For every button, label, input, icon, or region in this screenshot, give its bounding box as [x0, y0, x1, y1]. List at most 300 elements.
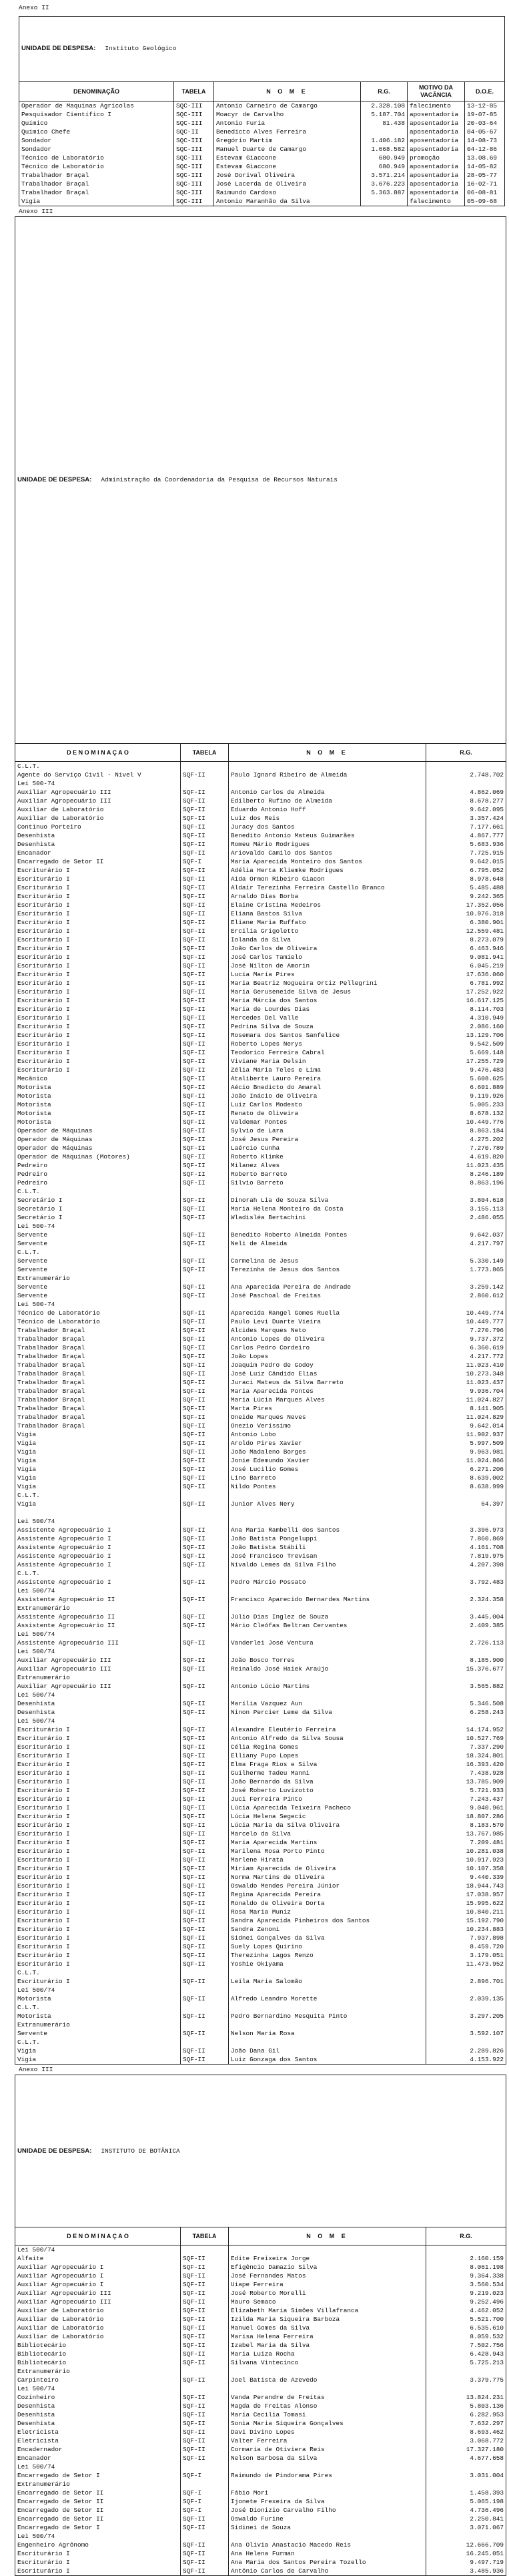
- table-row: [15, 875, 506, 883]
- table-row: [15, 1135, 506, 1144]
- nome-cell: Mário Cleófas Beltran Cervantes: [229, 1621, 426, 1630]
- denominacao-cell: Vigia: [15, 1474, 181, 1482]
- table-row: [15, 935, 506, 944]
- tabela-cell: SQC-III: [174, 101, 214, 110]
- tabela-cell: SQF-II: [181, 2445, 229, 2454]
- denominacao-cell: Escriturário I: [15, 1908, 181, 1916]
- table-section-row: [15, 1248, 506, 1257]
- table-section-row: [15, 2038, 506, 2047]
- nome-cell: Leila Maria Salomão: [229, 1977, 426, 1986]
- nome-cell: Norma Martins de Oliveira: [229, 1873, 426, 1882]
- nome-cell: Oswaldo Furine: [229, 2515, 426, 2523]
- tabela-cell: SQF-II: [181, 1074, 229, 1083]
- table-row: [15, 883, 506, 892]
- table-row: [15, 1083, 506, 1092]
- nome-cell: José Roberto Morelli: [229, 2289, 426, 2298]
- table-row: [15, 2280, 506, 2289]
- tabela-cell: SQF-II: [181, 1135, 229, 1144]
- doe-cell: 20-03-64: [465, 119, 505, 128]
- unit-label: UNIDADE DE DESPESA:: [21, 45, 96, 52]
- tabela-cell: SQF-II: [181, 1725, 229, 1734]
- rg-cell: 4.677.658: [426, 2454, 506, 2462]
- table-row: [19, 162, 505, 171]
- tabela-cell: SQF-II: [181, 1847, 229, 1856]
- tabela-cell: SQF-II: [181, 1595, 229, 1604]
- col-header-nome: N O M E: [214, 81, 361, 101]
- nome-cell: Suely Lopes Quirino: [229, 1942, 426, 1951]
- rg-cell: 3.071.067: [426, 2523, 506, 2532]
- table-row: [15, 1725, 506, 1734]
- denominacao-cell: Servente: [15, 1265, 181, 1274]
- tabela-cell: [181, 1717, 229, 1725]
- denominacao-cell: Trabalhador Braçal: [15, 1361, 181, 1369]
- rg-cell: 7.937.898: [426, 1934, 506, 1942]
- table-row: [19, 119, 505, 128]
- rg-cell: 9.040.961: [426, 1803, 506, 1812]
- tabela-cell: SQF-II: [181, 2541, 229, 2549]
- denominacao-cell: Trabalhador Braçal: [15, 1352, 181, 1361]
- tabela-cell: SQF-II: [181, 1352, 229, 1361]
- tabela-cell: SQF-II: [181, 1343, 229, 1352]
- denominacao-cell: C.L.T.: [15, 2003, 181, 2012]
- rg-cell: 17.352.056: [426, 901, 506, 909]
- rg-cell: 13.767.985: [426, 1830, 506, 1838]
- table-row: [15, 1803, 506, 1812]
- tabela-cell: SQF-II: [181, 1890, 229, 1899]
- denominacao-cell: Escriturário I: [15, 996, 181, 1005]
- tabela-cell: SQF-II: [181, 1422, 229, 1430]
- nome-cell: José Fernandes Matos: [229, 2272, 426, 2280]
- nome-cell: Júlio Dias Inglez de Souza: [229, 1613, 426, 1621]
- tabela-cell: [181, 2003, 229, 2012]
- denominacao-cell: Engenheiro Agrônomo: [15, 2541, 181, 2549]
- table-row: [15, 1239, 506, 1248]
- denominacao-cell: Técnico de Laboratório: [19, 162, 174, 171]
- motivo-cell: aposentadoria: [408, 145, 465, 154]
- denominacao-cell: Pedreiro: [15, 1178, 181, 1187]
- nome-cell: Sandra Aparecida Pinheiros dos Santos: [229, 1916, 426, 1925]
- nome-cell: Magda de Freitas Alonso: [229, 2402, 426, 2410]
- table-section-row: [15, 2532, 506, 2541]
- nome-cell: João Madaleno Borges: [229, 1448, 426, 1456]
- tabela-cell: SQF-II: [181, 2272, 229, 2280]
- tabela-cell: SQF-II: [181, 1100, 229, 1109]
- denominacao-cell: Carpinteiro: [15, 2376, 181, 2384]
- nome-cell: João Lopes: [229, 1352, 426, 1361]
- nome-cell: Antonio Maranhão da Silva: [214, 197, 361, 206]
- tabela-cell: SQF-II: [181, 2549, 229, 2558]
- tabela-cell: SQF-II: [181, 1552, 229, 1560]
- rg-cell: 2.250.841: [426, 2515, 506, 2523]
- table-row: [15, 927, 506, 935]
- tabela-cell: [181, 761, 229, 771]
- table-row: [15, 1404, 506, 1413]
- table-row: [15, 1213, 506, 1222]
- doe-cell: 14-08-73: [465, 136, 505, 145]
- unit-name: Administração da Coordenadoria da Pesquisa de Recursos Naturais: [101, 475, 338, 483]
- table-row: [15, 1847, 506, 1856]
- rg-cell: 6.282.953: [426, 2410, 506, 2419]
- table-row: [15, 1118, 506, 1126]
- table-row: [15, 805, 506, 814]
- table-row: [15, 2298, 506, 2306]
- rg-cell: 5.363.887: [361, 188, 408, 197]
- table-row: [15, 1977, 506, 1986]
- nome-cell: Vanda Perandre de Freitas: [229, 2393, 426, 2402]
- denominacao-cell: Lei 500/74: [15, 1986, 181, 1994]
- nome-cell: [229, 1986, 426, 1994]
- denominacao-cell: Escriturário I: [15, 970, 181, 979]
- rg-cell: 11.024.827: [426, 1396, 506, 1404]
- tabela-cell: SQF-II: [181, 1873, 229, 1882]
- table-row: [15, 1760, 506, 1769]
- denominacao-cell: Auxiliar de Laboratório: [15, 814, 181, 823]
- denominacao-cell: Escriturário I: [15, 1066, 181, 1074]
- table-section-row: [15, 1717, 506, 1725]
- tabela-cell: SQF-II: [181, 2332, 229, 2341]
- rg-cell: 7.725.915: [426, 849, 506, 857]
- motivo-cell: aposentadoria: [408, 180, 465, 188]
- tabela-cell: [181, 1491, 229, 1500]
- table-row: [15, 2263, 506, 2272]
- rg-cell: 12.559.481: [426, 927, 506, 935]
- nome-cell: Antonio Lobo: [229, 1430, 426, 1439]
- nome-cell: Mercedes Del Valle: [229, 1014, 426, 1022]
- motivo-cell: aposentadoria: [408, 171, 465, 180]
- rg-cell: 7.337.290: [426, 1743, 506, 1751]
- nome-cell: Therezinha Lagos Renzo: [229, 1951, 426, 1960]
- denominacao-cell: Desenhista: [15, 1699, 181, 1708]
- rg-cell: 8.061.198: [426, 2263, 506, 2272]
- denominacao-cell: Trabalhador Braçal: [19, 171, 174, 180]
- tabela-cell: SQF-II: [181, 1500, 229, 1508]
- table-section-row: [15, 1647, 506, 1656]
- rg-cell: 8.185.900: [426, 1656, 506, 1665]
- tabela-cell: SQF-II: [181, 1387, 229, 1396]
- nome-cell: José Nilton de Amorin: [229, 961, 426, 970]
- col-header-denominacao: D E N O M I N A Ç A O: [15, 2227, 181, 2245]
- tabela-cell: SQF-II: [181, 1803, 229, 1812]
- rg-cell: 10.234.883: [426, 1925, 506, 1934]
- tabela-cell: SQF-II: [181, 1022, 229, 1031]
- table-row: [15, 1543, 506, 1552]
- tabela-cell: [181, 1586, 229, 1595]
- table-row: [15, 1413, 506, 1422]
- denominacao-cell: Escriturário I: [15, 1760, 181, 1769]
- denominacao-cell: Lei 500-74: [15, 1300, 181, 1309]
- denominacao-cell: Auxiliar de Laboratório: [15, 2324, 181, 2332]
- rg-cell: 11.023.437: [426, 1378, 506, 1387]
- table-section-row: [15, 1673, 506, 1682]
- nome-cell: [229, 1673, 426, 1682]
- rg-cell: 5.725.213: [426, 2358, 506, 2367]
- rg-cell: 4.217.772: [426, 1352, 506, 1361]
- table-row: [15, 1335, 506, 1343]
- denominacao-cell: Escriturário I: [15, 875, 181, 883]
- tabela-cell: SQF-II: [181, 1526, 229, 1534]
- denominacao-cell: Lei 500-74: [15, 779, 181, 788]
- nome-cell: Aécio Bnedicto do Amaral: [229, 1083, 426, 1092]
- table-row: [19, 110, 505, 119]
- tabela-cell: SQF-II: [181, 771, 229, 779]
- nome-cell: Iolanda da Silva: [229, 935, 426, 944]
- nome-cell: Ana Olivia Anastacio Macedo Reis: [229, 2541, 426, 2549]
- nome-cell: Mauro Semaco: [229, 2298, 426, 2306]
- col-header-tabela: TABELA: [181, 743, 229, 761]
- tabela-cell: SQF-II: [181, 1925, 229, 1934]
- denominacao-cell: Extranumerário: [15, 1274, 181, 1283]
- nome-cell: Pedrina Silva de Souza: [229, 1022, 426, 1031]
- tabela-cell: SQF-II: [181, 2376, 229, 2384]
- rg-cell: 8.863.196: [426, 1178, 506, 1187]
- rg-cell: 3.792.483: [426, 1578, 506, 1586]
- nome-cell: Lúcia Maria da Silva Oliveira: [229, 1821, 426, 1830]
- denominacao-cell: Escriturário I: [15, 892, 181, 901]
- doe-cell: 05-09-68: [465, 197, 505, 206]
- table-row: [15, 1482, 506, 1491]
- nome-cell: Joel Batista de Azevedo: [229, 2376, 426, 2384]
- tabela-cell: SQF-II: [181, 2558, 229, 2567]
- table-row: [15, 2445, 506, 2454]
- nome-cell: [229, 1630, 426, 1639]
- tabela-cell: [181, 1691, 229, 1699]
- rg-cell: 9.440.339: [426, 1873, 506, 1882]
- tabela-cell: SQF-II: [181, 1916, 229, 1925]
- denominacao-cell: Desenhista: [15, 1708, 181, 1717]
- rg-cell: [426, 1569, 506, 1578]
- tabela-cell: SQF-II: [181, 1708, 229, 1717]
- tabela-cell: SQF-II: [181, 1396, 229, 1404]
- rg-cell: 9.364.338: [426, 2272, 506, 2280]
- tabela-cell: SQF-II: [181, 2358, 229, 2367]
- denominacao-cell: Secretário I: [15, 1196, 181, 1205]
- table-row: [19, 136, 505, 145]
- unit-header: [15, 2075, 506, 2227]
- denominacao-cell: Escriturário I: [15, 935, 181, 944]
- nome-cell: Antonio Carlos de Almeida: [229, 788, 426, 797]
- rg-cell: 9.252.496: [426, 2298, 506, 2306]
- denominacao-cell: Encanador: [15, 849, 181, 857]
- nome-cell: Sonia Maria Siqueira Gonçalves: [229, 2419, 426, 2428]
- rg-cell: 2.086.160: [426, 1022, 506, 1031]
- rg-cell: 3.259.142: [426, 1283, 506, 1291]
- rg-cell: 16.393.420: [426, 1760, 506, 1769]
- tabela-cell: SQF-II: [181, 2393, 229, 2402]
- tabela-cell: SQF-II: [181, 1196, 229, 1205]
- table-row: [15, 797, 506, 805]
- nome-cell: Ariovaldo Camilo dos Santos: [229, 849, 426, 857]
- table-section-row: [15, 2384, 506, 2393]
- tabela-cell: [181, 2367, 229, 2376]
- tabela-cell: SQF-II: [181, 788, 229, 797]
- nome-cell: José Dorival Oliveira: [214, 171, 361, 180]
- rg-cell: 2.328.108: [361, 101, 408, 110]
- denominacao-cell: Escriturário I: [15, 1014, 181, 1022]
- rg-cell: 8.693.462: [426, 2428, 506, 2436]
- nome-cell: Ana Aparecida Pereira de Andrade: [229, 1283, 426, 1291]
- rg-cell: [426, 1647, 506, 1656]
- nome-cell: Roberto Barreto: [229, 1170, 426, 1178]
- nome-cell: Estevam Giaccone: [214, 154, 361, 162]
- denominacao-cell: Escriturário I: [15, 918, 181, 927]
- nome-cell: Antonio Carneiro de Camargo: [214, 101, 361, 110]
- rg-cell: 9.642.015: [426, 857, 506, 866]
- denominacao-cell: Escriturário I: [15, 1725, 181, 1734]
- unit-label: UNIDADE DE DESPESA:: [17, 475, 92, 483]
- tabela-cell: SQF-II: [181, 2410, 229, 2419]
- denominacao-cell: C.L.T.: [15, 1968, 181, 1977]
- table-row: [15, 840, 506, 849]
- denominacao-cell: Auxiliar Agropecuário III: [15, 1665, 181, 1673]
- denominacao-cell: Lei 500/74: [15, 1586, 181, 1595]
- tabela-cell: SQF-II: [181, 2289, 229, 2298]
- table-section-row: [15, 2003, 506, 2012]
- rg-cell: 3.068.772: [426, 2436, 506, 2445]
- nome-cell: Davi Divino Lopes: [229, 2428, 426, 2436]
- tabela-cell: SQF-II: [181, 1083, 229, 1092]
- table-section-row: [15, 1691, 506, 1699]
- tabela-cell: SQF-II: [181, 953, 229, 961]
- nome-cell: Carmelina de Jesus: [229, 1257, 426, 1265]
- denominacao-cell: Encanador: [15, 2454, 181, 2462]
- table-row: [15, 2332, 506, 2341]
- table-row: [15, 1951, 506, 1960]
- denominacao-cell: Escriturário I: [15, 1005, 181, 1014]
- rg-cell: 11.023.435: [426, 1161, 506, 1170]
- denominacao-cell: Trabalhador Braçal: [15, 1396, 181, 1404]
- nome-cell: Cormaria de Otiviera Reis: [229, 2445, 426, 2454]
- table-row: [15, 1743, 506, 1751]
- rg-cell: [426, 2020, 506, 2029]
- denominacao-cell: Escriturário I: [15, 953, 181, 961]
- denominacao-cell: Extranumerário: [15, 1673, 181, 1682]
- denominacao-cell: Escriturário I: [15, 901, 181, 909]
- nome-cell: Efigêncio Damazio Silva: [229, 2263, 426, 2272]
- denominacao-cell: Pedreiro: [15, 1170, 181, 1178]
- table-row: [15, 2358, 506, 2367]
- table-row: [15, 849, 506, 857]
- tabela-cell: SQF-II: [181, 1361, 229, 1369]
- nome-cell: Nivaldo Lemes da Silva Filho: [229, 1560, 426, 1569]
- nome-cell: Raimundo Cardoso: [214, 188, 361, 197]
- tabela-cell: SQF-II: [181, 2306, 229, 2315]
- tabela-cell: SQF-II: [181, 918, 229, 927]
- rg-cell: [426, 1222, 506, 1231]
- rg-cell: 7.270.796: [426, 1326, 506, 1335]
- table-row: [15, 2471, 506, 2480]
- tabela-cell: SQF-I: [181, 2471, 229, 2480]
- tabela-cell: SQF-II: [181, 1769, 229, 1777]
- tabela-cell: [181, 1517, 229, 1526]
- rg-cell: [426, 1691, 506, 1699]
- tabela-cell: [181, 1630, 229, 1639]
- nome-cell: Elaine Cristina Medeiros: [229, 901, 426, 909]
- rg-cell: [426, 2367, 506, 2376]
- nome-cell: Fábio Mori: [229, 2489, 426, 2497]
- nome-cell: [229, 1248, 426, 1257]
- rg-cell: 5.608.625: [426, 1074, 506, 1083]
- nome-cell: [229, 1274, 426, 1283]
- table-section-row: [15, 779, 506, 788]
- table-row: [15, 1908, 506, 1916]
- rg-cell: 1.668.582: [361, 145, 408, 154]
- denominacao-cell: Encarregado de Setor II: [15, 857, 181, 866]
- tabela-cell: SQF-II: [181, 2350, 229, 2358]
- table-row: [15, 1942, 506, 1951]
- table-row: [15, 1994, 506, 2003]
- rg-cell: 8.183.570: [426, 1821, 506, 1830]
- rg-cell: 6.258.243: [426, 1708, 506, 1717]
- nome-cell: [229, 1691, 426, 1699]
- denominacao-cell: Extranumerário: [15, 1604, 181, 1613]
- rg-cell: 17.327.180: [426, 2445, 506, 2454]
- nome-cell: Marilena Rosa Porto Pinto: [229, 1847, 426, 1856]
- nome-cell: [229, 1187, 426, 1196]
- rg-cell: 680.949: [361, 154, 408, 162]
- denominacao-cell: Desenhista: [15, 831, 181, 840]
- tabela-cell: SQF-II: [181, 961, 229, 970]
- tabela-cell: SQF-II: [181, 1430, 229, 1439]
- denominacao-cell: Cozinheiro: [15, 2393, 181, 2402]
- nome-cell: Maria Cecilia Tomasi: [229, 2410, 426, 2419]
- rg-cell: 2.289.826: [426, 2047, 506, 2055]
- rg-cell: 14.174.952: [426, 1725, 506, 1734]
- denominacao-cell: Escriturário I: [15, 1873, 181, 1882]
- nome-cell: Ninon Percier Leme da Silva: [229, 1708, 426, 1717]
- table-row: [15, 1795, 506, 1803]
- denominacao-cell: Bibliotecário: [15, 2358, 181, 2367]
- nome-cell: [229, 2532, 426, 2541]
- table-row: [15, 2506, 506, 2515]
- tabela-cell: SQF-II: [181, 1465, 229, 1474]
- rg-cell: 2.486.055: [426, 1213, 506, 1222]
- denominacao-cell: Motorista: [15, 1994, 181, 2003]
- tabela-cell: [181, 1508, 229, 1517]
- tabela-cell: [181, 1300, 229, 1309]
- denominacao-cell: Encarregado de Setor II: [15, 2515, 181, 2523]
- rg-cell: 18.807.286: [426, 1812, 506, 1821]
- table-row: [19, 145, 505, 154]
- table-row: [15, 2402, 506, 2410]
- nome-cell: Alcides Marques Neto: [229, 1326, 426, 1335]
- tabela-cell: SQF-II: [181, 1994, 229, 2003]
- denominacao-cell: Trabalhador Braçal: [15, 1422, 181, 1430]
- rg-cell: 18.944.743: [426, 1882, 506, 1890]
- table-row: [15, 1326, 506, 1335]
- rg-cell: 15.995.622: [426, 1899, 506, 1908]
- nome-cell: João Dana Gil: [229, 2047, 426, 2055]
- nome-cell: Arnaldo Dias Borba: [229, 892, 426, 901]
- tabela-cell: SQF-II: [181, 2341, 229, 2350]
- nome-cell: [229, 2245, 426, 2254]
- nome-cell: Guilherme Tadeu Manni: [229, 1769, 426, 1777]
- tabela-cell: SQF-II: [181, 1942, 229, 1951]
- rg-cell: [361, 128, 408, 136]
- table-row: [15, 2272, 506, 2280]
- nome-cell: [229, 1717, 426, 1725]
- table-row: [15, 1031, 506, 1040]
- tabela-cell: SQF-II: [181, 849, 229, 857]
- denominacao-cell: Escriturário I: [15, 944, 181, 953]
- nome-cell: [229, 1586, 426, 1595]
- denominacao-cell: Auxiliar Agropecuário I: [15, 2263, 181, 2272]
- denominacao-cell: Servente: [15, 2029, 181, 2038]
- table-row: [15, 953, 506, 961]
- nome-cell: Maria Aparecida Monteiro dos Santos: [229, 857, 426, 866]
- tabela-cell: SQF-II: [181, 1751, 229, 1760]
- nome-cell: Ana Maria dos Santos Pereira Tozello: [229, 2558, 426, 2567]
- rg-cell: 5.683.936: [426, 840, 506, 849]
